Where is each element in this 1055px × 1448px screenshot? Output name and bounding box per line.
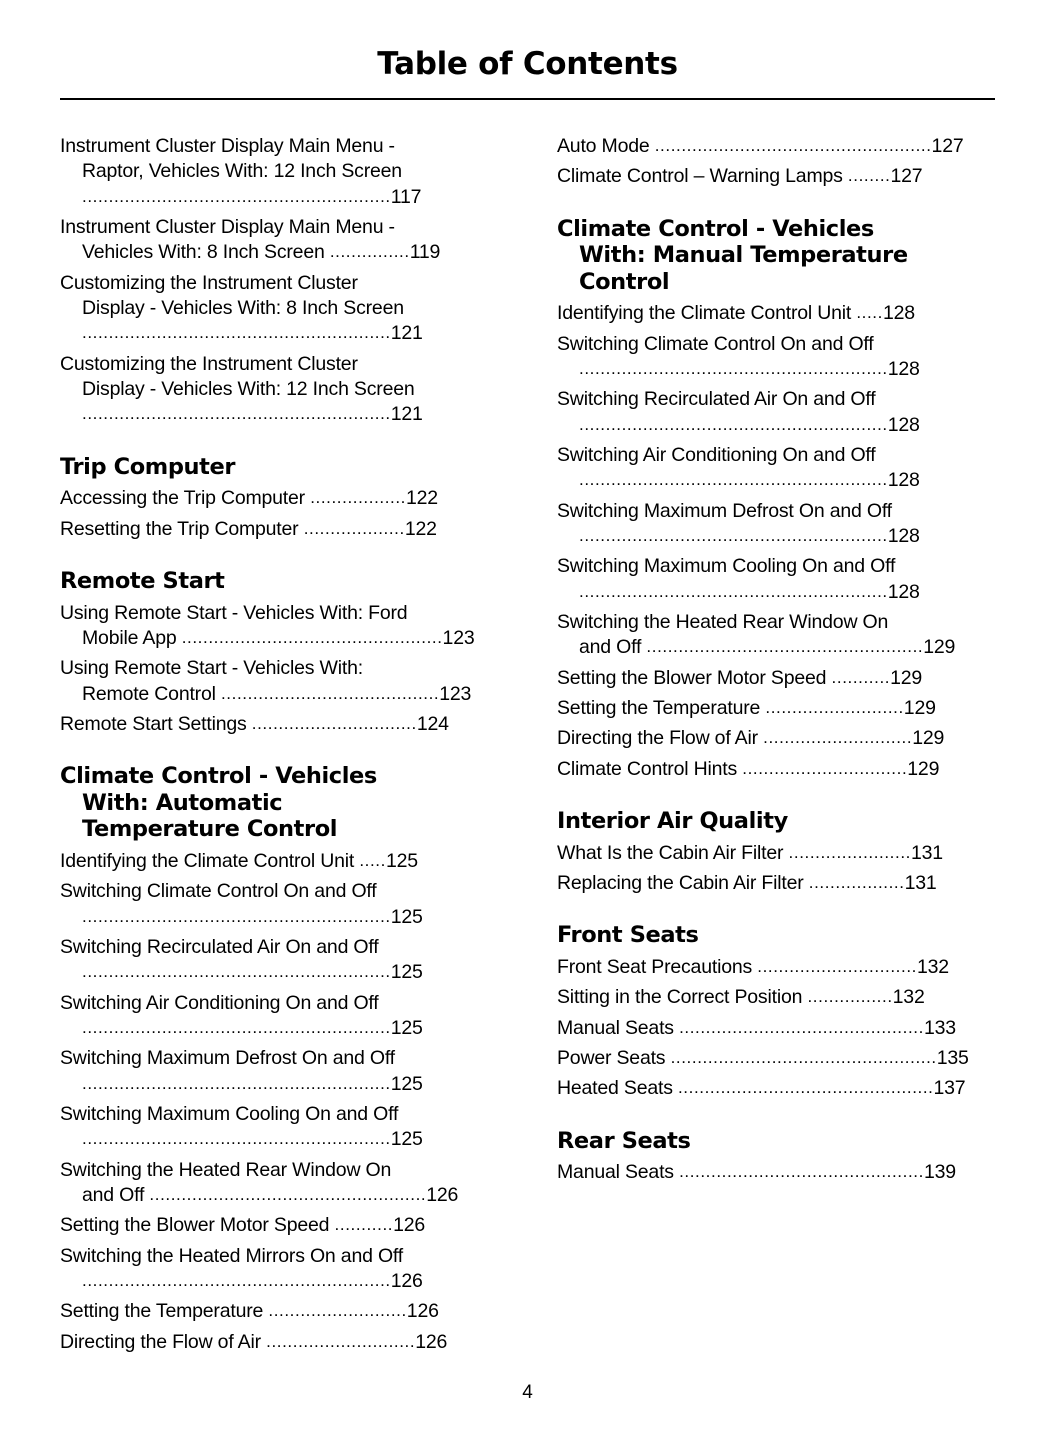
toc-section-heading-line: Rear Seats <box>557 1127 691 1154</box>
toc-entry-title-cont-text: Raptor, Vehicles With: 12 Inch Screen <box>82 160 402 183</box>
toc-entry-leader: .......................................................... <box>579 581 888 601</box>
toc-entry-page: 129 <box>923 636 956 659</box>
toc-column-left <box>60 134 515 1360</box>
toc-entry-title: Instrument Cluster Display Main Menu - <box>60 216 395 239</box>
toc-entry-page: 131 <box>904 872 937 895</box>
toc-entry-title-cont <box>60 240 515 265</box>
toc-entry-title: Auto Mode <box>557 135 655 157</box>
toc-entry-leader: .......................................................... <box>82 962 391 982</box>
toc-section-heading <box>557 216 1012 296</box>
toc-section-heading <box>557 922 1012 949</box>
toc-entry[interactable] <box>557 134 1012 159</box>
toc-entry-leader-line <box>60 321 515 346</box>
toc-entry-title-cont-text: Vehicles With: 8 Inch Screen <box>82 241 330 264</box>
toc-entry-leader: ......................................... <box>220 683 440 703</box>
toc-entry-page: 128 <box>882 302 915 325</box>
toc-entry-title: Switching Climate Control On and Off <box>557 332 874 355</box>
toc-entry-leader: ............................ <box>266 1331 416 1351</box>
toc-entry-title: Remote Start Settings <box>60 712 252 735</box>
toc-entry[interactable] <box>557 696 1012 721</box>
toc-entry[interactable] <box>60 935 515 986</box>
toc-section-heading-line: With: Automatic <box>82 789 283 816</box>
toc-entry-leader: .......................................................... <box>82 1129 391 1149</box>
toc-entry-leader: ............... <box>329 242 410 262</box>
toc-entry[interactable] <box>557 301 1012 326</box>
toc-entry[interactable] <box>60 849 515 874</box>
toc-entry-title-cont <box>60 682 515 707</box>
page-title: Table of Contents <box>377 46 678 82</box>
toc-entry-page: 122 <box>404 517 437 540</box>
toc-entry-page: 129 <box>907 757 940 780</box>
toc-entry-leader: ................... <box>303 518 405 538</box>
toc-entry[interactable] <box>557 841 1012 866</box>
toc-entry[interactable] <box>557 164 1012 189</box>
toc-entry-leader-line <box>60 1016 515 1041</box>
toc-entry-title: Identifying the Climate Control Unit <box>60 849 360 872</box>
toc-section-heading-line: Remote Start <box>60 568 225 595</box>
toc-entry-title-cont <box>60 296 515 321</box>
toc-entry-title: Switching the Heated Rear Window On <box>60 1158 392 1181</box>
toc-entry-title: Instrument Cluster Display Main Menu - <box>60 135 395 157</box>
page-number: 4 <box>522 1382 533 1403</box>
toc-section-heading-line: Front Seats <box>557 922 699 949</box>
toc-entry-leader: ............................... <box>742 758 908 778</box>
toc-entry-page: 121 <box>390 403 423 426</box>
toc-entry-leader: ................ <box>807 987 893 1007</box>
toc-section-heading-line: Climate Control - Vehicles <box>60 763 377 790</box>
toc-entry-title: Climate Control Hints <box>557 757 743 780</box>
toc-entry[interactable] <box>60 1330 515 1355</box>
toc-entry[interactable] <box>557 387 1012 438</box>
toc-entry-title: Setting the Blower Motor Speed <box>60 1214 335 1237</box>
toc-entry-title-cont <box>557 635 1012 660</box>
toc-entry[interactable] <box>60 1213 515 1238</box>
toc-entry[interactable] <box>557 610 1012 661</box>
toc-entry-title: Switching Maximum Defrost On and Off <box>60 1047 395 1070</box>
toc-entry-title: Directing the Flow of Air <box>60 1330 267 1353</box>
toc-entry-title-cont-text: and Off <box>579 636 647 659</box>
toc-entry-title-cont <box>60 626 515 651</box>
toc-entry[interactable] <box>60 134 515 210</box>
toc-entry-page: 139 <box>923 1161 956 1184</box>
toc-entry-page: 135 <box>936 1046 969 1069</box>
toc-entry-leader: ..... <box>856 303 883 323</box>
toc-entry-leader: ............................... <box>251 713 417 733</box>
toc-entry-title-cont-text: Display - Vehicles With: 8 Inch Screen <box>82 297 404 320</box>
toc-entry-title: Switching Recirculated Air On and Off <box>557 388 876 411</box>
toc-entry-title: What Is the Cabin Air Filter <box>557 841 789 864</box>
toc-entry-title: Accessing the Trip Computer <box>60 487 311 510</box>
toc-section-heading-line: Interior Air Quality <box>557 808 788 835</box>
toc-entry-leader: .......................... <box>765 698 904 718</box>
toc-entry[interactable] <box>60 1244 515 1295</box>
toc-entry-page: 127 <box>931 135 964 157</box>
toc-entry-leader: .............................. <box>757 956 917 976</box>
toc-entry-title-cont-text: Display - Vehicles With: 12 Inch Screen <box>82 378 415 401</box>
toc-entry-leader-line <box>60 185 515 210</box>
toc-entry[interactable] <box>60 656 515 707</box>
toc-entry-title: Resetting the Trip Computer <box>60 517 304 540</box>
toc-entry-leader-line <box>557 468 1012 493</box>
toc-entry-page: 129 <box>890 666 923 689</box>
toc-entry[interactable] <box>557 726 1012 751</box>
toc-entry-page: 126 <box>426 1184 459 1207</box>
toc-section-heading-line: Control <box>579 268 670 295</box>
toc-section-heading <box>557 1128 1012 1155</box>
toc-entry-leader: .................................................... <box>646 637 924 657</box>
toc-entry-leader: .......................................................... <box>82 323 391 343</box>
toc-entry[interactable] <box>60 1158 515 1209</box>
toc-entry-title: Switching Air Conditioning On and Off <box>557 444 876 467</box>
toc-entry-title: Manual Seats <box>557 1161 680 1184</box>
toc-entry-leader-line <box>557 357 1012 382</box>
toc-entry[interactable] <box>557 499 1012 550</box>
toc-entry-leader: .............................................. <box>679 1017 924 1037</box>
toc-entry-title-cont <box>60 377 515 402</box>
toc-entry-title: Identifying the Climate Control Unit <box>557 302 857 325</box>
toc-entry-leader: .......................................................... <box>82 1073 391 1093</box>
toc-entry-title: Switching Maximum Cooling On and Off <box>557 555 896 578</box>
toc-section-heading <box>60 454 515 481</box>
toc-entry-leader: ................................................ <box>677 1078 934 1098</box>
toc-entry[interactable] <box>60 486 515 511</box>
toc-entry-leader-line <box>60 1072 515 1097</box>
toc-entry-page: 129 <box>903 697 936 720</box>
toc-entry-leader: .......................................................... <box>82 1271 391 1291</box>
toc-entry[interactable] <box>60 601 515 652</box>
toc-section-heading-line: With: Manual Temperature <box>579 242 908 269</box>
toc-entry-page: 122 <box>406 487 438 510</box>
toc-entry-title-cont <box>60 159 515 184</box>
toc-entry-title: Customizing the Instrument Cluster <box>60 271 358 294</box>
toc-entry[interactable] <box>557 871 1012 896</box>
toc-entry-leader-line <box>60 1127 515 1152</box>
toc-entry-title: Setting the Temperature <box>557 697 766 720</box>
toc-entry[interactable] <box>557 757 1012 782</box>
toc-entry-page: 128 <box>887 358 920 381</box>
toc-entry-title: Setting the Temperature <box>60 1300 269 1323</box>
toc-entry[interactable] <box>60 712 515 737</box>
toc-entry-page: 128 <box>887 469 920 492</box>
toc-entry-title: Setting the Blower Motor Speed <box>557 666 832 689</box>
toc-entry-title: Replacing the Cabin Air Filter <box>557 872 809 895</box>
toc-entry-leader-line <box>60 1269 515 1294</box>
toc-entry[interactable] <box>557 985 1012 1010</box>
toc-entry-leader-line <box>557 413 1012 438</box>
toc-entry-page: 125 <box>390 1128 423 1151</box>
toc-columns <box>60 134 995 1360</box>
toc-entry-title: Front Seat Precautions <box>557 955 758 978</box>
toc-entry-page: 131 <box>910 841 943 864</box>
toc-entry-page: 124 <box>416 712 449 735</box>
toc-section-heading <box>60 568 515 595</box>
toc-entry-page: 119 <box>409 241 441 264</box>
toc-entry-leader: ..... <box>359 850 386 870</box>
toc-section-heading-line: Trip Computer <box>60 453 236 480</box>
toc-entry[interactable] <box>60 1102 515 1153</box>
toc-entry[interactable] <box>557 1076 1012 1101</box>
toc-entry-leader: .................................................. <box>670 1047 937 1067</box>
toc-entry-title: Switching Air Conditioning On and Off <box>60 991 379 1014</box>
toc-entry-page: 126 <box>393 1214 426 1237</box>
toc-section-heading-line: Temperature Control <box>82 816 338 843</box>
toc-entry[interactable] <box>557 955 1012 980</box>
toc-entry-page: 127 <box>890 165 923 188</box>
toc-entry-page: 125 <box>390 961 423 984</box>
toc-entry-leader: .......................................................... <box>82 404 391 424</box>
toc-entry[interactable] <box>557 1160 1012 1185</box>
toc-entry-leader: .......................................................... <box>82 186 391 206</box>
toc-entry-title: Switching Recirculated Air On and Off <box>60 935 379 958</box>
toc-entry-leader: .............................................. <box>679 1162 924 1182</box>
toc-entry-title-cont-text: and Off <box>82 1184 150 1207</box>
toc-entry-title: Customizing the Instrument Cluster <box>60 352 358 375</box>
toc-entry-leader: ........... <box>831 667 891 687</box>
toc-entry[interactable] <box>557 666 1012 691</box>
toc-entry-page: 125 <box>390 1072 423 1095</box>
toc-entry[interactable] <box>557 443 1012 494</box>
toc-entry-leader: .................................................... <box>149 1185 427 1205</box>
toc-entry-leader: .................. <box>310 488 407 508</box>
toc-entry-leader-line <box>60 960 515 985</box>
toc-entry-leader-line <box>60 905 515 930</box>
toc-entry-title-cont-text: Remote Control <box>82 682 221 705</box>
toc-entry-leader-line <box>557 524 1012 549</box>
toc-entry[interactable] <box>557 554 1012 605</box>
toc-entry-leader-line <box>60 402 515 427</box>
toc-entry-title: Sitting in the Correct Position <box>557 986 808 1009</box>
toc-entry-page: 123 <box>439 682 472 705</box>
toc-entry[interactable] <box>60 215 515 266</box>
toc-entry[interactable] <box>60 1046 515 1097</box>
toc-entry-leader: .......................................................... <box>579 414 888 434</box>
toc-entry-leader: .......................................................... <box>579 526 888 546</box>
toc-entry[interactable] <box>60 352 515 428</box>
toc-entry-page: 137 <box>933 1077 966 1100</box>
toc-entry-page: 133 <box>923 1016 956 1039</box>
title-divider <box>60 98 995 100</box>
toc-entry-leader: .......................... <box>268 1301 407 1321</box>
toc-entry-title-cont-text: Mobile App <box>82 626 182 649</box>
toc-entry-page: 128 <box>887 525 920 548</box>
toc-entry-page: 126 <box>406 1300 439 1323</box>
toc-entry-title: Switching Maximum Defrost On and Off <box>557 499 892 522</box>
toc-entry-title: Manual Seats <box>557 1016 680 1039</box>
toc-entry[interactable] <box>60 991 515 1042</box>
toc-section-heading <box>60 763 515 843</box>
toc-entry-page: 128 <box>887 413 920 436</box>
toc-entry-page: 125 <box>390 1016 423 1039</box>
toc-entry-page: 128 <box>887 580 920 603</box>
toc-entry-page: 125 <box>390 905 423 928</box>
toc-entry-leader: .......................................................... <box>579 470 888 490</box>
toc-entry[interactable] <box>60 517 515 542</box>
toc-entry-page: 132 <box>916 955 949 978</box>
toc-entry-title: Switching the Heated Rear Window On <box>557 611 889 634</box>
toc-entry-page: 126 <box>390 1270 423 1293</box>
toc-entry-page: 126 <box>415 1330 448 1353</box>
toc-entry[interactable] <box>60 271 515 347</box>
toc-section-heading <box>557 808 1012 835</box>
toc-entry-page: 132 <box>892 986 925 1009</box>
toc-entry-page: 117 <box>390 185 422 208</box>
toc-entry-leader: .................. <box>808 873 905 893</box>
toc-entry-page: 125 <box>385 849 418 872</box>
toc-entry-title: Heated Seats <box>557 1077 678 1100</box>
toc-column-right <box>557 134 1012 1191</box>
toc-entry-title-cont <box>60 1183 515 1208</box>
toc-entry-leader: ........ <box>847 166 891 186</box>
toc-entry[interactable] <box>557 332 1012 383</box>
toc-entry-leader: .................................................... <box>654 136 932 155</box>
toc-entry[interactable] <box>557 1016 1012 1041</box>
toc-entry[interactable] <box>60 1299 515 1324</box>
toc-entry-title: Using Remote Start - Vehicles With: <box>60 657 363 680</box>
toc-entry-page: 129 <box>912 727 945 750</box>
toc-entry-page: 123 <box>442 626 475 649</box>
toc-entry-leader: .......................................................... <box>82 906 391 926</box>
toc-entry-leader: ....................... <box>788 842 911 862</box>
toc-entry-leader: ............................ <box>763 728 913 748</box>
toc-entry[interactable] <box>557 1046 1012 1071</box>
toc-entry-leader: .......................................................... <box>82 1017 391 1037</box>
toc-entry[interactable] <box>60 879 515 930</box>
toc-section-heading-line: Climate Control - Vehicles <box>557 215 874 242</box>
toc-entry-leader: ................................................. <box>181 627 443 647</box>
toc-entry-title: Switching Climate Control On and Off <box>60 880 377 903</box>
toc-entry-title: Climate Control – Warning Lamps <box>557 165 848 188</box>
toc-entry-leader: .......................................................... <box>579 359 888 379</box>
toc-entry-title: Power Seats <box>557 1046 671 1069</box>
toc-entry-title: Switching the Heated Mirrors On and Off <box>60 1244 404 1267</box>
toc-entry-leader: ........... <box>334 1215 394 1235</box>
toc-entry-leader-line <box>557 580 1012 605</box>
toc-entry-title: Switching Maximum Cooling On and Off <box>60 1103 399 1126</box>
toc-entry-title: Using Remote Start - Vehicles With: Ford <box>60 601 408 624</box>
toc-entry-page: 121 <box>390 322 423 345</box>
toc-entry-title: Directing the Flow of Air <box>557 727 764 750</box>
